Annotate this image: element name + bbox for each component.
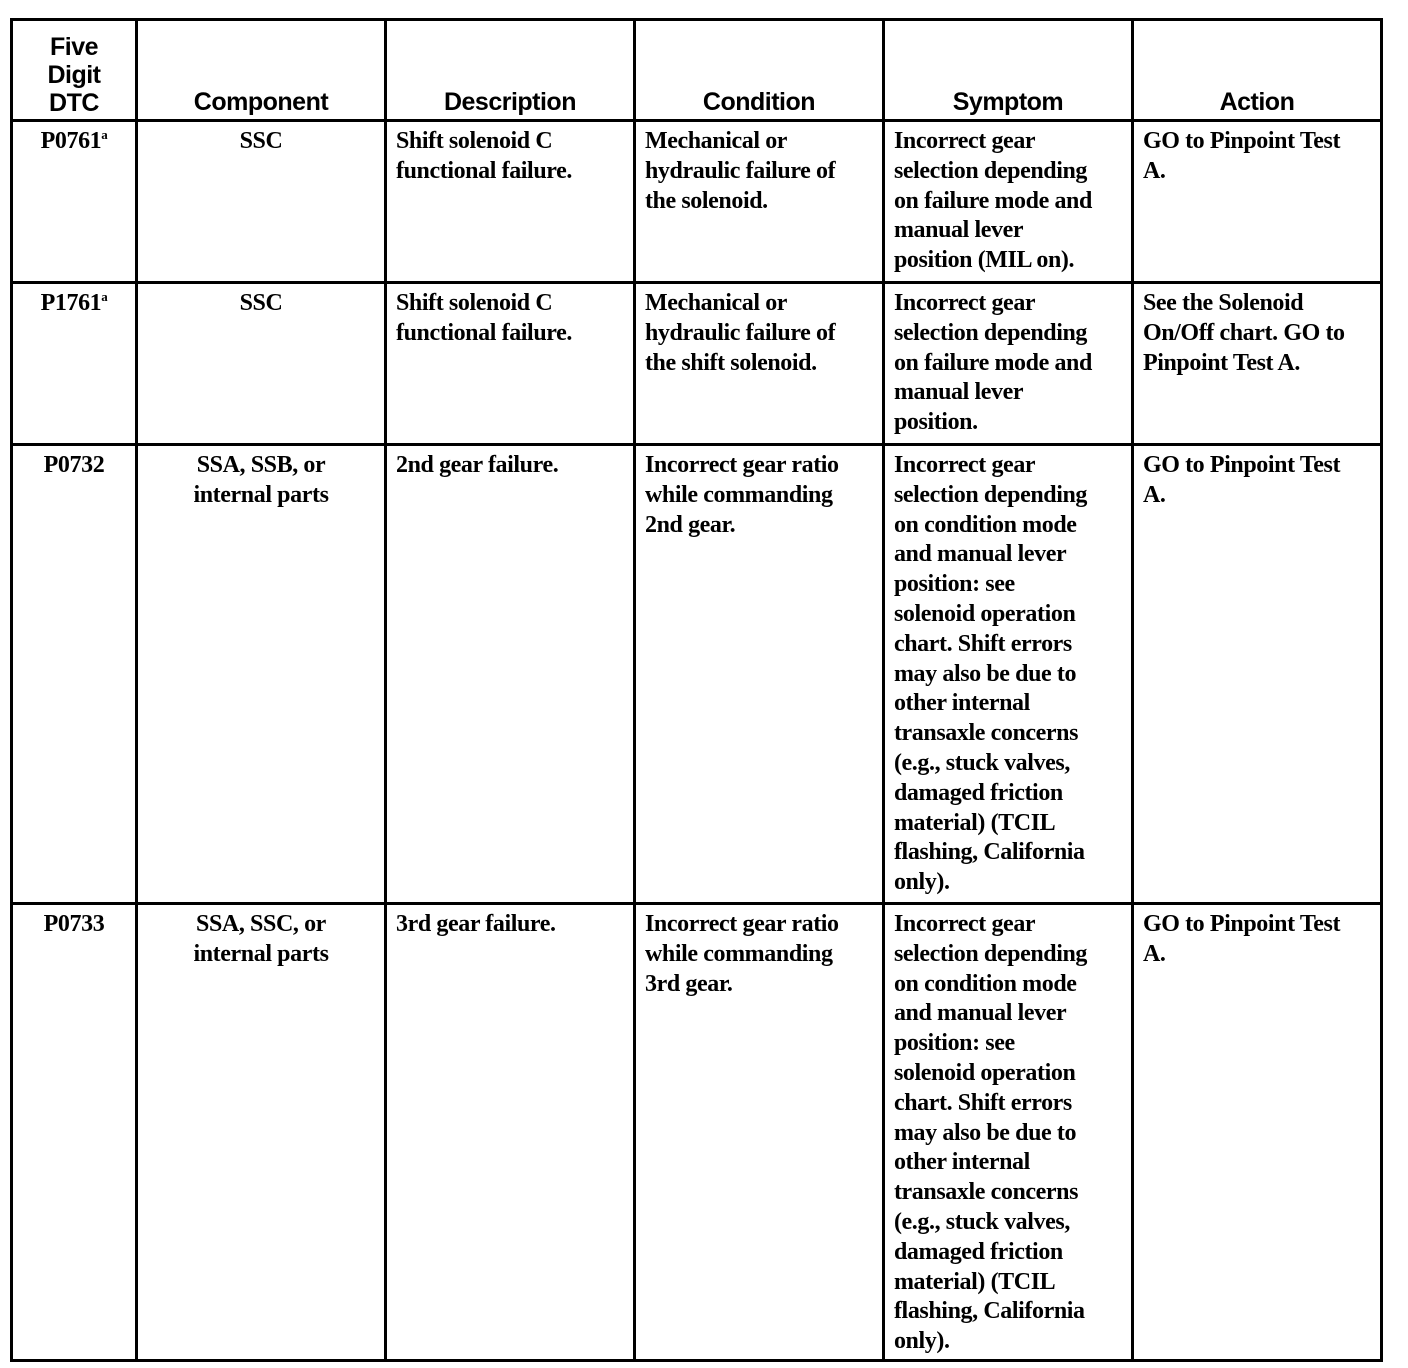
cell-symptom: Incorrect gear selection depending on failure mode and manual lever position (MIL on).: [883, 121, 1132, 283]
cell-symptom: Incorrect gear selection depending on condition mode and manual lever position: see solenoid operation chart. Shift errors may also be due to other internal transaxle concerns (e.g., stuck valves, damaged friction material) (TCIL flashing, California only).: [883, 904, 1132, 1361]
cell-action: GO to Pinpoint Test A.: [1132, 121, 1381, 283]
table-row: [12, 121, 1382, 283]
dtc-table: [10, 18, 1383, 1362]
cell-dtc: [12, 445, 137, 904]
header-symptom: Symptom: [883, 20, 1132, 121]
table-header-row: [12, 20, 1382, 121]
cell-description: Shift solenoid C functional failure.: [385, 283, 634, 445]
footnote-marker: a: [101, 127, 108, 142]
cell-dtc: [12, 904, 137, 1361]
cell-symptom: Incorrect gear selection depending on condition mode and manual lever position: see solenoid operation chart. Shift errors may also be due to other internal transaxle concerns (e.g., stuck valves, damaged friction material) (TCIL flashing, California only).: [883, 445, 1132, 904]
dtc-code: P0761: [40, 128, 102, 154]
cell-action: GO to Pinpoint Test A.: [1132, 904, 1381, 1361]
cell-condition: Incorrect gear ratio while commanding 2nd gear.: [634, 445, 883, 904]
cell-symptom: Incorrect gear selection depending on failure mode and manual lever position.: [883, 283, 1132, 445]
header-dtc: Five Digit DTC: [12, 20, 137, 121]
cell-action: See the Solenoid On/Off chart. GO to Pinpoint Test A.: [1132, 283, 1381, 445]
header-condition: Condition: [634, 20, 883, 121]
cell-component: SSC: [137, 121, 386, 283]
cell-component: SSA, SSC, or internal parts: [137, 904, 386, 1361]
cell-description: 3rd gear failure.: [385, 904, 634, 1361]
dtc-code: P1761: [40, 290, 102, 316]
table-row: [12, 283, 1382, 445]
cell-dtc: [12, 283, 137, 445]
cell-condition: Mechanical or hydraulic failure of the shift solenoid.: [634, 283, 883, 445]
table-row: [12, 904, 1382, 1361]
header-action: Action: [1132, 20, 1381, 121]
dtc-code: P0733: [43, 911, 105, 937]
dtc-code: P0732: [43, 452, 105, 478]
cell-description: Shift solenoid C functional failure.: [385, 121, 634, 283]
footnote-marker: a: [101, 289, 108, 304]
cell-component: SSA, SSB, or internal parts: [137, 445, 386, 904]
cell-condition: Incorrect gear ratio while commanding 3rd gear.: [634, 904, 883, 1361]
cell-component: SSC: [137, 283, 386, 445]
table-row: [12, 445, 1382, 904]
header-description: Description: [385, 20, 634, 121]
cell-dtc: [12, 121, 137, 283]
header-component: Component: [137, 20, 386, 121]
cell-condition: Mechanical or hydraulic failure of the solenoid.: [634, 121, 883, 283]
cell-action: GO to Pinpoint Test A.: [1132, 445, 1381, 904]
cell-description: 2nd gear failure.: [385, 445, 634, 904]
